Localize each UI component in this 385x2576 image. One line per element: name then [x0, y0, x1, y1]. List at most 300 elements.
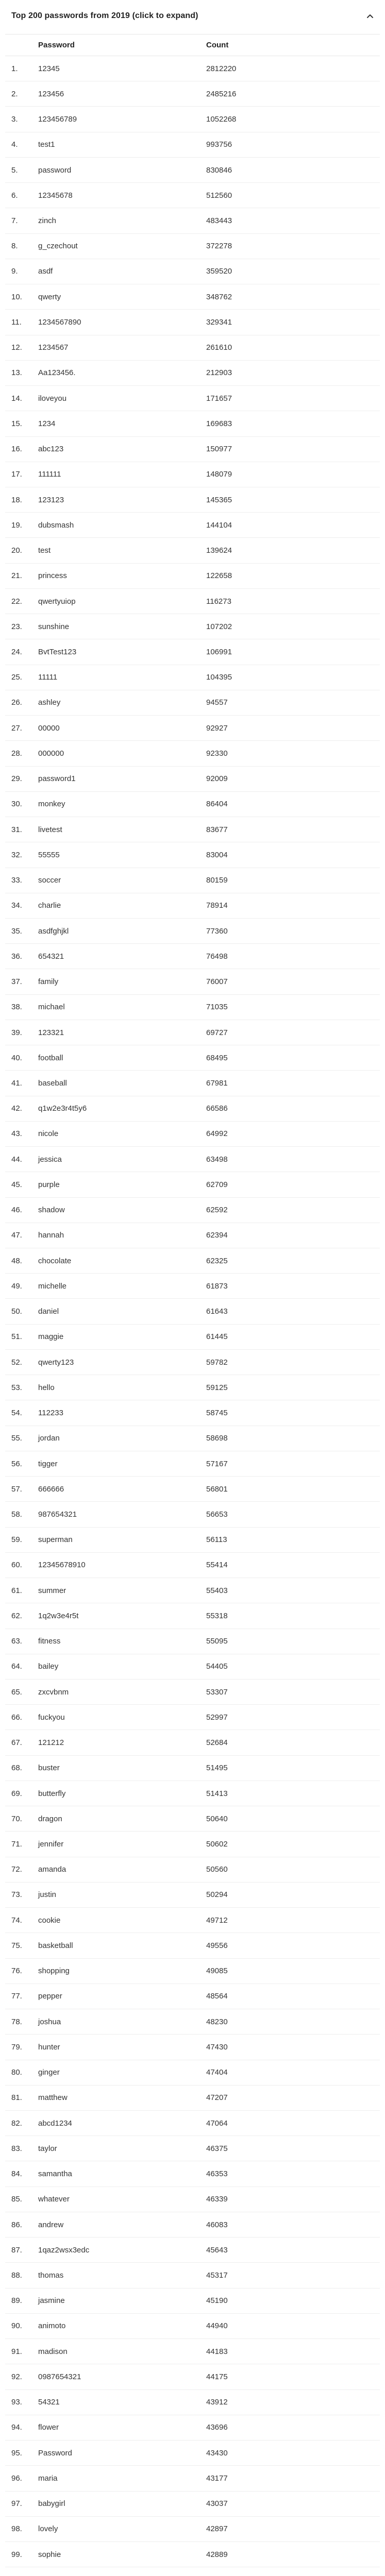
row-count: 63498	[206, 1155, 228, 1164]
row-count: 107202	[206, 622, 232, 631]
row-password: 123123	[38, 495, 64, 504]
row-count: 54405	[206, 1662, 228, 1671]
row-count: 261610	[206, 343, 232, 352]
row-password: cookie	[38, 1916, 61, 1925]
row-count: 145365	[206, 495, 232, 504]
table-row	[5, 2364, 380, 2389]
table-row	[5, 437, 380, 462]
row-count: 50294	[206, 1890, 228, 1900]
table-row	[5, 2390, 380, 2415]
row-rank: 54.	[11, 1409, 22, 1418]
row-count: 53307	[206, 1687, 228, 1697]
row-rank: 88.	[11, 2271, 22, 2280]
row-count: 48564	[206, 1992, 228, 2001]
row-rank: 50.	[11, 1307, 22, 1316]
table-row	[5, 2466, 380, 2491]
row-rank: 3.	[11, 115, 18, 124]
row-rank: 99.	[11, 2550, 22, 2559]
row-count: 43430	[206, 2448, 228, 2458]
table-row	[5, 361, 380, 386]
row-rank: 97.	[11, 2499, 22, 2509]
row-password: dragon	[38, 1814, 62, 1823]
row-count: 56113	[206, 1535, 227, 1545]
row-password: g_czechout	[38, 242, 78, 251]
row-rank: 18.	[11, 495, 22, 504]
row-password: qwerty123	[38, 1358, 74, 1367]
row-password: michael	[38, 1003, 65, 1012]
row-password: maggie	[38, 1332, 64, 1342]
row-count: 76007	[206, 977, 228, 987]
row-count: 45190	[206, 2296, 228, 2306]
row-password: livetest	[38, 825, 62, 834]
row-count: 77360	[206, 926, 228, 936]
row-rank: 86.	[11, 2220, 22, 2229]
row-password: superman	[38, 1535, 73, 1545]
table-row	[5, 1629, 380, 1654]
row-password: jennifer	[38, 1840, 64, 1849]
row-rank: 58.	[11, 1510, 22, 1519]
row-password: monkey	[38, 800, 65, 809]
row-rank: 62.	[11, 1611, 22, 1620]
table-row	[5, 132, 380, 158]
table-row	[5, 1984, 380, 2009]
row-rank: 49.	[11, 1281, 22, 1291]
row-password: babygirl	[38, 2499, 65, 2509]
row-rank: 55.	[11, 1434, 22, 1443]
row-password: 12345	[38, 64, 60, 73]
table-row	[5, 1451, 380, 1477]
table-row	[5, 2086, 380, 2111]
row-password: sunshine	[38, 622, 70, 631]
row-count: 45643	[206, 2245, 228, 2255]
table-row	[5, 234, 380, 259]
row-password: 123456	[38, 89, 64, 98]
row-count: 62709	[206, 1180, 228, 1189]
table-row	[5, 741, 380, 766]
row-password: asdfghjkl	[38, 926, 69, 936]
row-rank: 7.	[11, 216, 18, 226]
row-rank: 29.	[11, 774, 22, 784]
row-rank: 20.	[11, 546, 22, 555]
row-password: password	[38, 165, 72, 175]
row-rank: 94.	[11, 2423, 22, 2432]
row-count: 116273	[206, 597, 231, 606]
row-count: 71035	[206, 1003, 228, 1012]
row-count: 50602	[206, 1840, 228, 1849]
row-password: 00000	[38, 723, 60, 733]
row-password: pepper	[38, 1992, 62, 2001]
row-count: 83004	[206, 850, 228, 859]
row-rank: 96.	[11, 2473, 22, 2483]
table-row	[5, 1477, 380, 1502]
table-row	[5, 2542, 380, 2567]
row-password: hannah	[38, 1231, 64, 1240]
table-row	[5, 1122, 380, 1147]
row-count: 212903	[206, 368, 232, 378]
row-count: 44175	[206, 2372, 228, 2381]
row-count: 62325	[206, 1256, 228, 1265]
row-password: 54321	[38, 2398, 60, 2407]
row-rank: 67.	[11, 1738, 22, 1748]
row-rank: 77.	[11, 1992, 22, 2001]
row-count: 59782	[206, 1358, 228, 1367]
row-count: 47207	[206, 2093, 228, 2103]
row-count: 58745	[206, 1409, 228, 1418]
row-rank: 71.	[11, 1840, 22, 1849]
row-count: 56653	[206, 1510, 228, 1519]
row-count: 144104	[206, 520, 232, 530]
row-password: 55555	[38, 850, 60, 859]
row-password: test1	[38, 140, 55, 149]
table-row	[5, 2060, 380, 2086]
table-row	[5, 2492, 380, 2517]
table-row	[5, 842, 380, 868]
table-row	[5, 1071, 380, 1096]
row-rank: 22.	[11, 597, 22, 606]
row-rank: 28.	[11, 749, 22, 758]
row-count: 42889	[206, 2550, 228, 2559]
table-row	[5, 310, 380, 335]
table-row	[5, 158, 380, 183]
row-count: 58698	[206, 1434, 228, 1443]
row-rank: 52.	[11, 1358, 22, 1367]
row-count: 52684	[206, 1738, 228, 1748]
table-row	[5, 1045, 380, 1071]
row-password: 654321	[38, 952, 64, 961]
row-password: shopping	[38, 1967, 70, 1976]
row-count: 62592	[206, 1206, 228, 1215]
table-row	[5, 1781, 380, 1806]
table-row	[5, 1857, 380, 1883]
row-password: 1234567	[38, 343, 69, 352]
table-row	[5, 2212, 380, 2238]
row-count: 483443	[206, 216, 232, 226]
row-rank: 36.	[11, 952, 22, 961]
row-count: 46375	[206, 2144, 228, 2153]
row-rank: 21.	[11, 571, 22, 581]
row-password: football	[38, 1053, 63, 1062]
row-password: 123456789	[38, 115, 77, 124]
table-row	[5, 2289, 380, 2314]
row-password: justin	[38, 1890, 57, 1900]
row-rank: 34.	[11, 901, 22, 910]
row-password: fuckyou	[38, 1713, 65, 1722]
row-password: jordan	[38, 1434, 60, 1443]
row-rank: 46.	[11, 1206, 22, 1215]
row-rank: 8.	[11, 242, 18, 251]
row-rank: 13.	[11, 368, 22, 378]
table-row	[5, 919, 380, 944]
row-password: ginger	[38, 2068, 60, 2077]
row-rank: 63.	[11, 1637, 22, 1646]
table-row	[5, 1908, 380, 1933]
row-count: 2485216	[206, 89, 237, 98]
row-count: 61445	[206, 1332, 228, 1342]
row-rank: 31.	[11, 825, 22, 834]
table-row	[5, 411, 380, 436]
row-rank: 81.	[11, 2093, 22, 2103]
row-rank: 60.	[11, 1561, 22, 1570]
table-row	[5, 2415, 380, 2441]
row-rank: 53.	[11, 1383, 22, 1392]
row-count: 68495	[206, 1053, 228, 1062]
row-count: 55318	[206, 1611, 228, 1620]
row-rank: 59.	[11, 1535, 22, 1545]
row-count: 169683	[206, 419, 232, 428]
row-rank: 14.	[11, 394, 22, 403]
row-count: 47430	[206, 2042, 228, 2052]
row-rank: 64.	[11, 1662, 22, 1671]
row-password: nicole	[38, 1129, 59, 1139]
row-rank: 85.	[11, 2195, 22, 2204]
row-count: 49712	[206, 1916, 228, 1925]
row-count: 42897	[206, 2524, 228, 2534]
row-rank: 98.	[11, 2524, 22, 2534]
row-rank: 41.	[11, 1078, 22, 1088]
row-rank: 11.	[11, 317, 22, 327]
table-row	[5, 538, 380, 563]
table-row	[5, 1502, 380, 1527]
row-password: family	[38, 977, 59, 987]
passwords-panel	[5, 0, 380, 2576]
row-password: baseball	[38, 1078, 67, 1088]
table-row	[5, 2111, 380, 2136]
table-row	[5, 716, 380, 741]
table-row	[5, 2187, 380, 2212]
table-row	[5, 1274, 380, 1299]
table-row	[5, 1832, 380, 1857]
table-row	[5, 208, 380, 233]
row-count: 94557	[206, 698, 228, 707]
table-row	[5, 56, 380, 81]
row-count: 55403	[206, 1586, 228, 1595]
table-row	[5, 487, 380, 513]
row-password: dubsmash	[38, 520, 74, 530]
row-password: password1	[38, 774, 76, 784]
row-password: charlie	[38, 901, 61, 910]
row-password: 666666	[38, 1484, 64, 1494]
row-count: 52997	[206, 1713, 228, 1722]
row-password: zinch	[38, 216, 57, 226]
row-rank: 47.	[11, 1231, 22, 1240]
row-password: animoto	[38, 2321, 66, 2331]
row-password: fitness	[38, 1637, 61, 1646]
table-row	[5, 386, 380, 411]
row-password: michelle	[38, 1281, 67, 1291]
row-rank: 23.	[11, 622, 22, 631]
row-rank: 84.	[11, 2170, 22, 2179]
chevron-up-icon[interactable]	[364, 10, 376, 22]
row-password: andrew	[38, 2220, 64, 2229]
table-row	[5, 817, 380, 842]
row-count: 66586	[206, 1104, 228, 1113]
table-row	[5, 2314, 380, 2339]
row-password: hello	[38, 1383, 55, 1392]
table-row	[5, 1959, 380, 1984]
row-count: 46083	[206, 2220, 228, 2229]
table-row	[5, 1350, 380, 1375]
row-password: 1qaz2wsx3edc	[38, 2245, 90, 2255]
row-count: 43037	[206, 2499, 228, 2509]
row-rank: 10.	[11, 292, 22, 301]
row-rank: 51.	[11, 1332, 22, 1342]
table-row	[5, 1553, 380, 1578]
table-row	[5, 284, 380, 310]
row-rank: 39.	[11, 1028, 22, 1037]
row-rank: 91.	[11, 2347, 22, 2356]
table-body	[5, 56, 380, 2576]
table-row	[5, 1806, 380, 1832]
row-password: summer	[38, 1586, 66, 1595]
row-count: 69727	[206, 1028, 228, 1037]
row-count: 43177	[206, 2473, 228, 2483]
row-rank: 2.	[11, 89, 18, 98]
row-rank: 48.	[11, 1256, 22, 1265]
row-count: 348762	[206, 292, 232, 301]
row-rank: 76.	[11, 1967, 22, 1976]
row-password: 987654321	[38, 1510, 77, 1519]
row-count: 512560	[206, 191, 232, 200]
row-count: 122658	[206, 571, 232, 581]
row-password: 1q2w3e4r5t	[38, 1611, 79, 1620]
table-row	[5, 665, 380, 690]
row-password: jasmine	[38, 2296, 65, 2306]
row-rank: 66.	[11, 1713, 22, 1722]
row-rank: 15.	[11, 419, 22, 428]
row-password: soccer	[38, 876, 61, 885]
row-password: 1234567890	[38, 317, 81, 327]
table-row	[5, 1730, 380, 1755]
row-count: 67981	[206, 1078, 228, 1088]
table-row	[5, 2441, 380, 2466]
row-password: jessica	[38, 1155, 62, 1164]
row-count: 62394	[206, 1231, 228, 1240]
row-count: 150977	[206, 445, 232, 454]
row-password: ashley	[38, 698, 61, 707]
row-rank: 92.	[11, 2372, 22, 2381]
table-row	[5, 1528, 380, 1553]
table-row	[5, 690, 380, 716]
row-password: abcd1234	[38, 2119, 72, 2128]
row-rank: 16.	[11, 445, 22, 454]
row-count: 329341	[206, 317, 232, 327]
table-row	[5, 564, 380, 589]
row-count: 50640	[206, 1814, 228, 1823]
table-row	[5, 1883, 380, 1908]
row-password: amanda	[38, 1865, 66, 1874]
table-row	[5, 183, 380, 208]
row-rank: 4.	[11, 140, 18, 149]
row-count: 78914	[206, 901, 228, 910]
table-row	[5, 2136, 380, 2161]
row-rank: 61.	[11, 1586, 22, 1595]
table-row	[5, 2035, 380, 2060]
table-row	[5, 1147, 380, 1172]
row-password: joshua	[38, 2017, 61, 2026]
row-count: 47404	[206, 2068, 228, 2077]
row-password: matthew	[38, 2093, 68, 2103]
table-row	[5, 1426, 380, 1451]
password-column-header: Password	[38, 41, 75, 49]
table-row	[5, 1933, 380, 1958]
row-count: 64992	[206, 1129, 228, 1139]
row-count: 61643	[206, 1307, 228, 1316]
row-password: buster	[38, 1764, 60, 1773]
row-rank: 19.	[11, 520, 22, 530]
table-row	[5, 1223, 380, 1248]
table-row	[5, 944, 380, 969]
table-row	[5, 2238, 380, 2263]
row-count: 48230	[206, 2017, 228, 2026]
row-password: 121212	[38, 1738, 64, 1748]
row-password: 1234	[38, 419, 56, 428]
row-count: 86404	[206, 800, 228, 809]
table-row	[5, 81, 380, 107]
row-count: 993756	[206, 140, 232, 149]
table-row	[5, 1020, 380, 1045]
row-count: 49085	[206, 1967, 228, 1976]
row-count: 92330	[206, 749, 228, 758]
row-password: qwertyuiop	[38, 597, 76, 606]
row-count: 46339	[206, 2195, 228, 2204]
table-row	[5, 335, 380, 361]
row-count: 171657	[206, 394, 232, 403]
row-rank: 74.	[11, 1916, 22, 1925]
row-password: iloveyou	[38, 394, 67, 403]
row-count: 92927	[206, 723, 228, 733]
table-row	[5, 868, 380, 893]
row-password: asdf	[38, 267, 53, 276]
row-rank: 45.	[11, 1180, 22, 1189]
expand-header[interactable]	[5, 0, 380, 35]
row-rank: 38.	[11, 1003, 22, 1012]
table-row	[5, 1375, 380, 1400]
row-password: tigger	[38, 1459, 58, 1468]
row-count: 372278	[206, 242, 232, 251]
row-password: 11111	[38, 673, 58, 682]
row-password: thomas	[38, 2271, 64, 2280]
row-rank: 30.	[11, 800, 22, 809]
row-password: Password	[38, 2448, 72, 2458]
table-row	[5, 1680, 380, 1705]
panel-title[interactable]: Top 200 passwords from 2019 (click to expand)	[11, 11, 198, 20]
count-column-header: Count	[206, 41, 229, 49]
row-password: chocolate	[38, 1256, 72, 1265]
table-row	[5, 1603, 380, 1629]
row-rank: 57.	[11, 1484, 22, 1494]
row-password: 000000	[38, 749, 64, 758]
row-password: butterfly	[38, 1789, 66, 1798]
row-password: q1w2e3r4t5y6	[38, 1104, 87, 1113]
row-rank: 95.	[11, 2448, 22, 2458]
row-count: 51495	[206, 1764, 228, 1773]
row-count: 106991	[206, 648, 232, 656]
table-row	[5, 259, 380, 284]
row-count: 80159	[206, 876, 228, 885]
row-rank: 9.	[11, 267, 18, 276]
row-password: 0987654321	[38, 2372, 81, 2381]
row-password: 111111	[38, 470, 61, 479]
row-count: 56801	[206, 1484, 228, 1494]
row-rank: 75.	[11, 1941, 22, 1950]
table-row	[5, 589, 380, 614]
row-rank: 73.	[11, 1890, 22, 1900]
table-row	[5, 2009, 380, 2035]
row-rank: 89.	[11, 2296, 22, 2306]
row-rank: 5.	[11, 165, 18, 175]
table-row	[5, 107, 380, 132]
row-rank: 35.	[11, 926, 22, 936]
